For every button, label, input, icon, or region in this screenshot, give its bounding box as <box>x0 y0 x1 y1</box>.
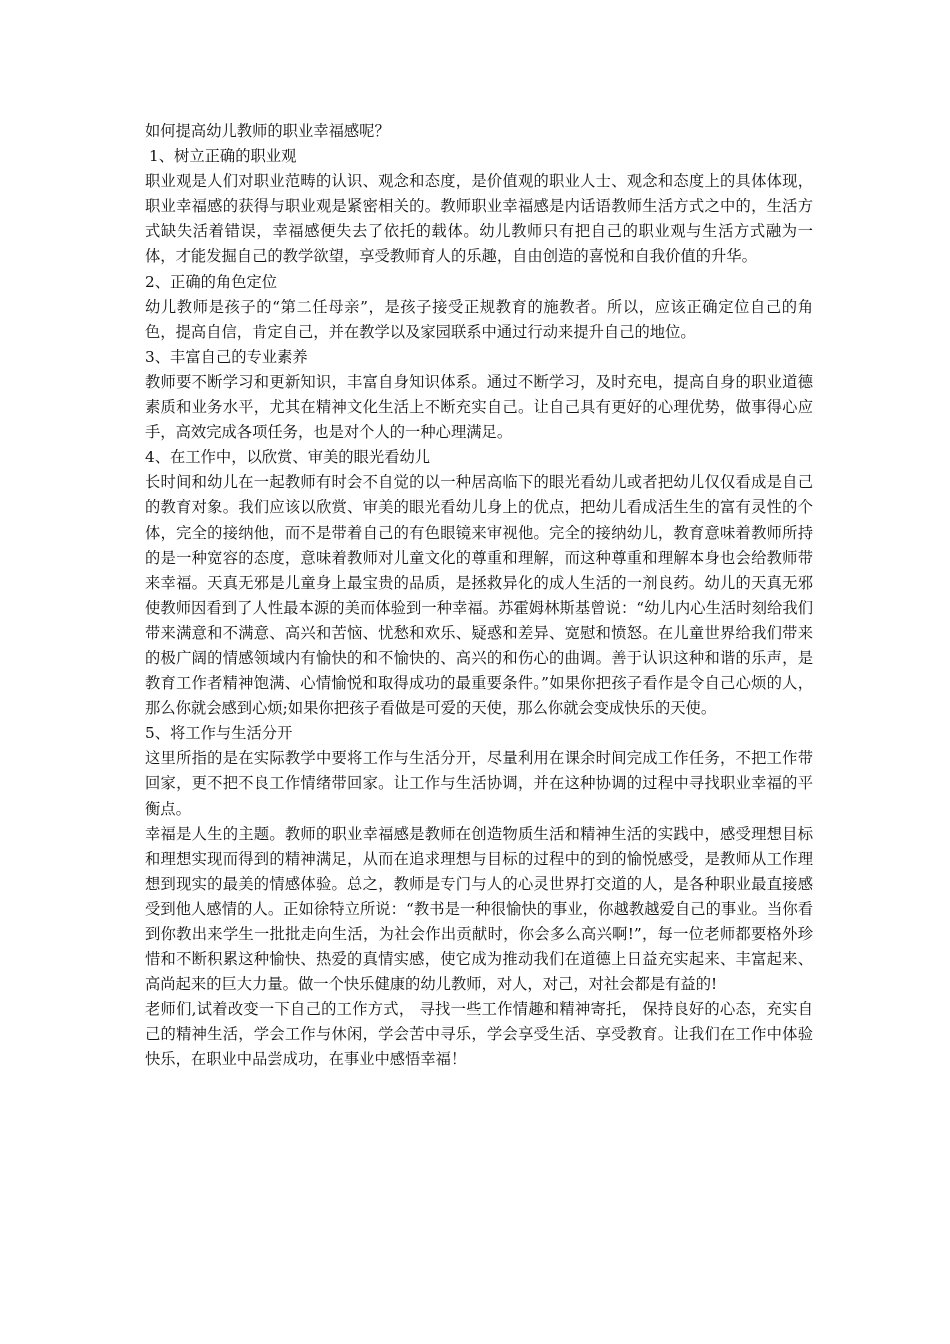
section-3-paragraph-1: 教师要不断学习和更新知识，丰富自身知识体系。通过不断学习，及时充电，提高自身的职业道德素质和业务水平，尤其在精神文化生活上不断充实自己。让自己具有更好的心理优势，做事得心应手，高效完成各项任务，也是对个人的一种心理满足。 <box>145 372 813 442</box>
section-3-heading: 3、丰富自己的专业素养 <box>145 347 308 366</box>
section-1-heading: 1、树立正确的职业观 <box>149 147 297 166</box>
section-2-paragraph-1: 幼儿教师是孩子的“第二任母亲”，是孩子接受正规教育的施教者。所以，应该正确定位自己的角色，提高自信，肯定自己，并在教学以及家园联系中通过行动来提升自己的地位。 <box>145 297 813 341</box>
section-1-paragraph-1: 职业观是人们对职业范畴的认识、观念和态度，是价值观的职业人士、观念和态度上的具体体现，职业幸福感的获得与职业观是紧密相关的。教师职业幸福感是内话语教师生活方式之中的，生活方式缺失活着错误，幸福感便失去了依托的载体。幼儿教师只有把自己的职业观与生活方式融为一体，才能发掘自己的教学欲望，享受教师育人的乐趣，自由创造的喜悦和自我价值的升华。 <box>145 172 813 266</box>
section-4-heading: 4、在工作中，以欣赏、审美的眼光看幼儿 <box>145 448 431 467</box>
document-body <box>145 119 813 1073</box>
section-5-paragraph-1: 这里所指的是在实际教学中要将工作与生活分开，尽量利用在课余时间完成工作任务，不把工作带回家，更不把不良工作情绪带回家。让工作与生活协调，并在这种协调的过程中寻找职业幸福的平衡点。 <box>145 749 813 818</box>
section-5-paragraph-3: 老师们,试着改变一下自己的工作方式， 寻找一些工作情趣和精神寄托， 保持良好的心态，充实自己的精神生活，学会工作与休闲，学会苦中寻乐，学会享受生活、享受教育。让我们在工作中体验快乐，在职业中品尝成功，在事业中感悟幸福！ <box>145 1000 813 1069</box>
section-5-heading: 5、将工作与生活分开 <box>145 724 293 743</box>
section-5-paragraph-2: 幸福是人生的主题。教师的职业幸福感是教师在创造物质生活和精神生活的实践中，感受理想目标和理想实现而得到的精神满足，从而在追求理想与目标的过程中的到的愉悦感受，是教师从工作理想到现实的最美的情感体验。总之，教师是专门与人的心灵世界打交道的人，是各种职业最直接感受到他人感情的人。正如徐特立所说：“教书是一种很愉快的事业，你越教越爱自己的事业。当你看到你教出来学生一批批走向生活，为社会作出贡献时，你会多么高兴啊!”，每一位老师都要格外珍惜和不断积累这种愉快、热爱的真情实感，使它成为推动我们在道德上日益充实起来、丰富起来、高尚起来的巨大力量。做一个快乐健康的幼儿教师，对人，对己，对社会都是有益的! <box>145 824 813 994</box>
section-2-heading: 2、正确的角色定位 <box>145 272 278 291</box>
section-4-paragraph-1: 长时间和幼儿在一起教师有时会不自觉的以一种居高临下的眼光看幼儿或者把幼儿仅仅看成是自己的教育对象。我们应该以欣赏、审美的眼光看幼儿身上的优点，把幼儿看成活生生的富有灵性的个体，完全的接纳他，而不是带着自己的有色眼镜来审视他。完全的接纳幼儿，教育意味着教师所持的是一种宽容的态度，意味着教师对儿童文化的尊重和理解，而这种尊重和理解本身也会给教师带来幸福。天真无邪是儿童身上最宝贵的品质，是拯救异化的成人生活的一剂良药。幼儿的天真无邪使教师因看到了人性最本源的美而体验到一种幸福。苏霍姆林斯基曾说：“幼儿内心生活时刻给我们带来满意和不满意、高兴和苦恼、忧愁和欢乐、疑惑和差异、宽慰和愤怒。在儿童世界给我们带来的极广阔的情感领域内有愉快的和不愉快的、高兴的和伤心的曲调。善于认识这种和谐的乐声，是教育工作者精神饱满、心情愉悦和取得成功的最重要条件。”如果你把孩子看作是令自己心烦的人，那么你就会感到心烦;如果你把孩子看做是可爱的天使，那么你就会变成快乐的天使。 <box>145 473 813 718</box>
document-title: 如何提高幼儿教师的职业幸福感呢？ <box>145 122 390 140</box>
